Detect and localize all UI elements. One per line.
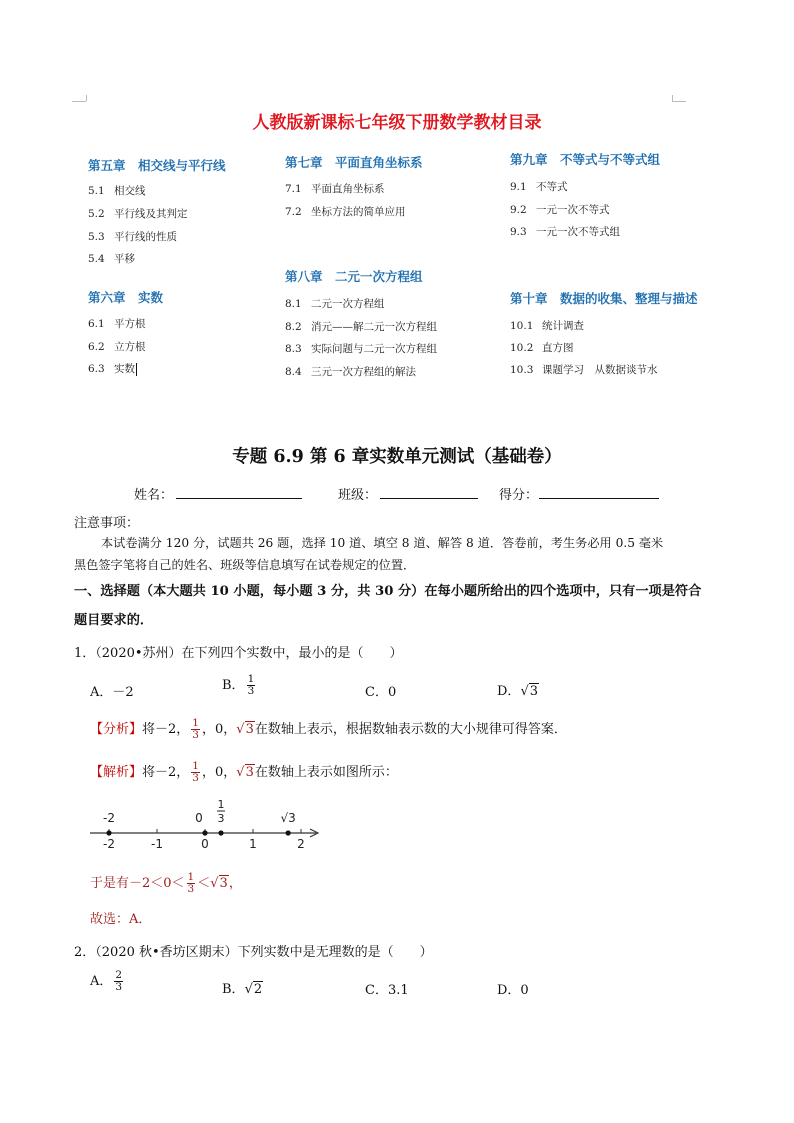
toc-section: 6.1 平方根 xyxy=(88,318,146,330)
toc-section: 8.2 消元——解二元一次方程组 xyxy=(285,321,437,333)
toc-section: 8.4 三元一次方程组的解法 xyxy=(285,366,416,378)
notes-line: 黑色签字笔将自己的姓名、班级等信息填写在试卷规定的位置． xyxy=(74,558,416,572)
chapter-6-title: 第六章 实数 xyxy=(88,290,164,305)
corner-mark xyxy=(672,95,673,101)
corner-mark xyxy=(86,95,87,101)
text-cursor xyxy=(136,363,137,376)
number-line xyxy=(80,795,330,855)
toc-section: 7.1 平面直角坐标系 xyxy=(285,183,385,195)
number-line-tick-label: -2 xyxy=(103,837,115,851)
number-line-point-label: √3 xyxy=(280,811,296,825)
corner-mark xyxy=(72,101,86,102)
q1-answer: 故选：A． xyxy=(90,912,152,927)
section-heading: 一、选择题（本大题共 10 小题，每小题 3 分，共 30 分）在每小题所给出的四个选项中，只有一项是符合 xyxy=(74,584,702,599)
name-label: 姓名： xyxy=(134,488,174,503)
notes-line: 本试卷满分 120 分，试题共 26 题，选择 10 道、填空 8 道、解答 8 道．答卷前，考生务必用 0.5 毫米 xyxy=(101,536,664,550)
q1-option-b[interactable]: B． $\frac{1}{3}$ xyxy=(222,673,255,697)
toc-section: 5.2 平行线及其判定 xyxy=(88,208,188,220)
toc-title: 人教版新课标七年级下册数学教材目录 xyxy=(252,113,542,133)
toc-section: 5.3 平行线的性质 xyxy=(88,231,177,243)
q1-option-c[interactable]: C．0 xyxy=(365,685,397,700)
name-field[interactable] xyxy=(176,498,302,499)
number-line-point-label: 0 xyxy=(195,811,203,825)
number-line-tick-label: 0 xyxy=(201,837,209,851)
q2-option-b[interactable]: B．√2 xyxy=(222,982,263,997)
toc-section: 8.1 二元一次方程组 xyxy=(285,298,385,310)
question-1-stem: 1．（2020•苏州）在下列四个实数中，最小的是（ ） xyxy=(74,646,403,661)
q2-option-a[interactable]: A． $\frac{2}{3}$ xyxy=(90,969,123,993)
score-label: 得分： xyxy=(499,488,539,503)
class-label: 班级： xyxy=(338,488,378,503)
toc-section: 10.1 统计调查 xyxy=(510,320,584,332)
number-line-point-label: 1 xyxy=(217,798,225,811)
toc-section: 9.3 一元一次不等式组 xyxy=(510,226,620,238)
score-field[interactable] xyxy=(539,498,659,499)
chapter-7-title: 第七章 平面直角坐标系 xyxy=(285,155,423,170)
chapter-10-title: 第十章 数据的收集、整理与描述 xyxy=(510,291,698,306)
notes-heading: 注意事项： xyxy=(74,516,140,531)
chapter-9-title: 第九章 不等式与不等式组 xyxy=(510,152,661,167)
toc-section: 7.2 坐标方法的简单应用 xyxy=(285,206,406,218)
toc-section: 9.1 不等式 xyxy=(510,181,568,193)
chapter-8-title: 第八章 二元一次方程组 xyxy=(285,269,423,284)
toc-section: 10.2 直方图 xyxy=(510,342,574,354)
number-line-tick-label: 1 xyxy=(249,837,257,851)
toc-section: 5.1 相交线 xyxy=(88,185,146,197)
toc-section: 6.3 实数 xyxy=(88,363,135,375)
section-heading: 题目要求的． xyxy=(74,613,154,628)
toc-section: 8.3 实际问题与二元一次方程组 xyxy=(285,343,437,355)
chapter-5-title: 第五章 相交线与平行线 xyxy=(88,158,226,173)
number-line-tick-label: 2 xyxy=(297,837,305,851)
number-line-point xyxy=(218,830,223,835)
test-title: 专题 6.9 第 6 章实数单元测试（基础卷） xyxy=(232,447,562,467)
q1-analysis: 【分析】将－2， $\frac{1}{3}$ ，0，√3在数轴上表示，根据数轴表示数的大小规律可得答案． xyxy=(90,717,567,741)
toc-section: 5.4 平移 xyxy=(88,253,135,265)
q1-conclusion: 于是有－2＜0＜ $\frac{1}{3}$ ＜√3， xyxy=(90,871,242,895)
toc-section: 10.3 课题学习 从数据谈节水 xyxy=(510,364,658,376)
number-line-point-label: -2 xyxy=(103,811,115,825)
toc-section: 6.2 立方根 xyxy=(88,341,146,353)
q1-option-d[interactable]: D．√3 xyxy=(497,684,539,699)
question-2-stem: 2．（2020 秋•香坊区期末）下列实数中是无理数的是（ ） xyxy=(74,945,433,960)
corner-mark xyxy=(672,101,686,102)
number-line-point xyxy=(286,830,291,835)
class-field[interactable] xyxy=(380,498,478,499)
number-line-point-label: 3 xyxy=(217,812,225,825)
q1-option-a[interactable]: A．－2 xyxy=(90,685,134,700)
number-line-tick-label: -1 xyxy=(151,837,163,851)
number-line-point xyxy=(106,830,111,835)
q2-option-d[interactable]: D．0 xyxy=(497,983,529,998)
number-line-point xyxy=(202,830,207,835)
q2-option-c[interactable]: C．3.1 xyxy=(365,983,409,998)
q1-solution: 【解析】将－2， $\frac{1}{3}$ ，0，√3在数轴上表示如图所示： xyxy=(90,760,398,784)
toc-section: 9.2 一元一次不等式 xyxy=(510,204,610,216)
